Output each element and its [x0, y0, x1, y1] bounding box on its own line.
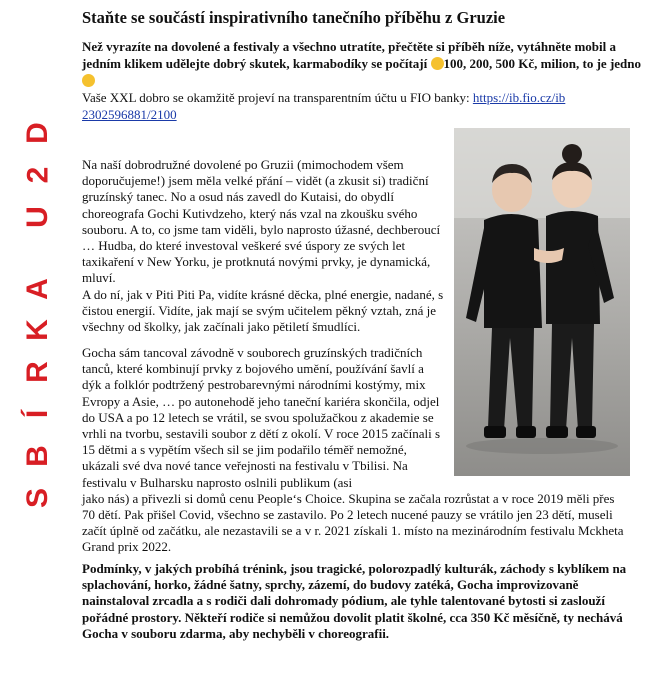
bank-account-text: Vaše XXL dobro se okamžitě projeví na transparentním účtu u FIO banky: [82, 90, 473, 105]
intro-text: Než vyrazíte na dovolené a festivaly a všechno utratíte, přečtěte si příběh níže, vytáhněte mobil a jedním klikem udělejte dobrý skutek, karmabodíky se počítají [82, 39, 616, 71]
sidebar-letter: R [20, 361, 54, 384]
story-text: A do ní, jak v Piti Piti Pa, vidíte krásné děcka, plné energie, nadané, s čistou energií. Vidíte, jak mají se svým učitelem pěkný vztah, zná je všechny od školky, jak začínali jako pětiletí šmudlíci. [82, 286, 444, 335]
sidebar-letter: K [20, 319, 54, 342]
intro-amounts: 100, 200, 500 Kč, milion, to je jedno [443, 56, 642, 71]
bank-account-link[interactable]: https://ib.fio.cz/ib 2302596881/2100 [82, 90, 566, 122]
story-text: Na naší dobrodružné dovolené po Gruzii (mimochodem všem doporučujeme!) jsem měla velké přání – vidět (a zkusit si) tradiční gruzínský tanec. No a osud nás zavedl do Kutaisi, do obydlí choreografa Gochi Kutivdzeho, který nás vzal na zkoušku svého souboru. A to, co jsme tam viděli, bylo naprosto úžasné, dechberoucí … Hudba, do které investoval veškeré své úspory ze svých let taxikaření v New Yorku, je protknutá novými prvky, je dynamická, mluví. [82, 157, 441, 286]
sidebar-letter: S [20, 487, 54, 508]
sidebar-vertical-title [18, 118, 58, 513]
story-text: jako nás) a přivezli si domů cenu People‘s Choice. Skupina se začala rozrůstat a v roce 2019 měli přes 70 dětí. Pak přišel Covid, všechno se zastavilo. Po 2 letech nucené pauzy se vrátilo jen 23 dětí, museli začít úplně od začátku, ale nezastavili se a v r. 2021 získali 1. místo na mezinárodním festivalu Mckheta Grand prix 2022. [82, 490, 624, 555]
intro-paragraph [82, 38, 642, 89]
conditions-paragraph [82, 561, 630, 642]
sidebar-letter: A [20, 277, 54, 300]
sidebar-letter: D [20, 122, 54, 144]
bank-account-line [82, 89, 642, 123]
story-text: Gocha sám tancoval závodně v souborech gruzínských tradičních tanců, které kombinují prvky z bojového umění, používání šavlí a dýk a folklór podtržený pestrobarevnými národními kostýmy, mix Evropy a Asie, … po autonehodě jeho taneční kariéra skončila, odjel do USA a po 12 letech se vrátil, se svou spolužačkou z akademie se vrhli na tvorbu, sestavili soubor z dětí z okolí. V roce 2015 začínali s 15 dětmi a s vypětím všech sil se jim podařilo téměř nemožné, ukázali své dva nové tance veřejnosti na festivalu v Tbilisi. Na festivalu v Bulharsku naprosto oslnili publikum (asi [82, 345, 441, 490]
sidebar-letter: Í [21, 409, 54, 419]
story-paragraph-1 [82, 157, 444, 335]
sidebar-letter: B [20, 445, 54, 467]
sidebar-letter: U [20, 205, 54, 228]
page-title: Staňte se součástí inspirativního tanečního příběhu z Gruzie [82, 8, 506, 27]
smiley-icon [82, 74, 95, 87]
conditions-text: Podmínky, v jakých probíhá trénink, jsou tragické, polorozpadlý kulturák, záchody s kyblíkem na splachování, horko, žádné šatny, sprchy, zázemí, do budovy zatéká, Gocha improvizovaně nainstaloval zrcadla a s rodiči dali dohromady pódium, ale tyhle talentované bytosti si zaslouží pořádné prostory. Někteří rodiče si nemůžou dovolit platit školné, cca 350 Kč měsíčně, ty nechává Gocha v souboru zdarma, aby nechyběli v choreografii. [82, 561, 627, 641]
sidebar-letter: 2 [21, 166, 54, 184]
story-paragraph-2 [82, 345, 630, 556]
main-content [82, 8, 642, 123]
smiley-icon [431, 57, 444, 70]
